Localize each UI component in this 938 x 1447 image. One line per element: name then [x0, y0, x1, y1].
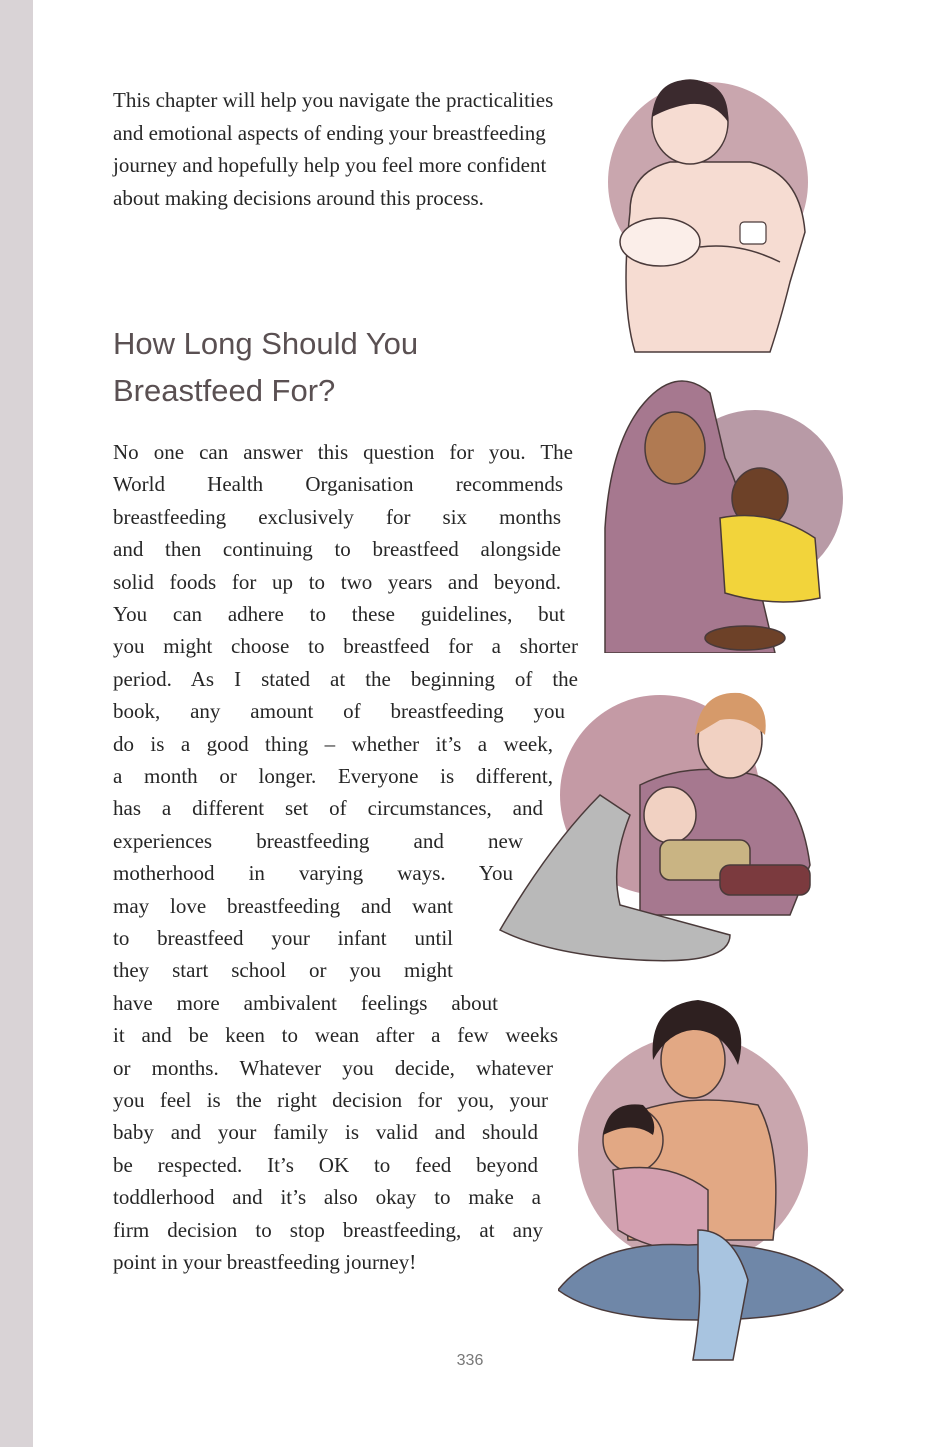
- body-line: may love breastfeeding and want: [113, 893, 453, 918]
- baby-legs: [705, 626, 785, 650]
- illustration-parent-toddler: [558, 990, 848, 1380]
- body-line: point in your breastfeeding journey!: [113, 1250, 417, 1274]
- body-line: you might choose to breastfeed for a shorter: [113, 634, 578, 659]
- body-line: World Health Organisation recommends: [113, 472, 563, 497]
- body-line: a month or longer. Everyone is different,: [113, 764, 553, 788]
- body-line: and then continuing to breastfeed alongside: [113, 537, 561, 562]
- body-line: experiences breastfeeding and new: [113, 828, 523, 853]
- body-line: toddlerhood and it’s also okay to make a: [113, 1185, 541, 1210]
- page-number: 336: [456, 1352, 484, 1369]
- body-line: You can adhere to these guidelines, but: [113, 602, 565, 626]
- illustration-parent-newborn: [590, 62, 830, 357]
- body-line: be respected. It’s OK to feed beyond: [113, 1152, 538, 1177]
- intro-paragraph: This chapter will help you navigate the practicalities and emotional aspects of ending your breastfeeding journey and hopefully help you feel more confident about making decisions around this process.: [113, 88, 554, 210]
- body-line: firm decision to stop breastfeeding, at any: [113, 1217, 543, 1242]
- baby: [620, 218, 700, 266]
- heading-line-2: Breastfeed For?: [113, 373, 336, 408]
- body-line: do is a good thing – whether it’s a week,: [113, 731, 553, 756]
- body-line: to breastfeed your infant until: [113, 926, 453, 950]
- illustration-parent-baby-yellow: [595, 368, 845, 653]
- head: [645, 412, 705, 484]
- section-heading: [113, 320, 533, 414]
- body-line: breastfeeding exclusively for six months: [113, 504, 561, 529]
- baby-head: [644, 787, 696, 843]
- wristband: [740, 222, 766, 244]
- baby-legs: [720, 865, 810, 895]
- body-line: has a different set of circumstances, and: [113, 796, 543, 821]
- body-line: period. As I stated at the beginning of the: [113, 666, 578, 691]
- body-line: or months. Whatever you decide, whatever: [113, 1055, 553, 1080]
- body-line: you feel is the right decision for you, your: [113, 1088, 548, 1112]
- body-line: book, any amount of breastfeeding you: [113, 699, 565, 724]
- heading-line-1: How Long Should You: [113, 326, 419, 361]
- body-line: motherhood in varying ways. You: [113, 861, 513, 886]
- body-line: No one can answer this question for you. The: [113, 440, 573, 464]
- body-line: solid foods for up to two years and beyond.: [113, 569, 561, 594]
- body-line: it and be keen to wean after a few weeks: [113, 1023, 558, 1048]
- book-spine-edge: [0, 0, 33, 1447]
- body-line: baby and your family is valid and should: [113, 1120, 538, 1145]
- illustration-sitting-parent-baby: [490, 665, 845, 975]
- body-line: have more ambivalent feelings about: [113, 990, 498, 1015]
- body-line: they start school or you might: [113, 958, 453, 983]
